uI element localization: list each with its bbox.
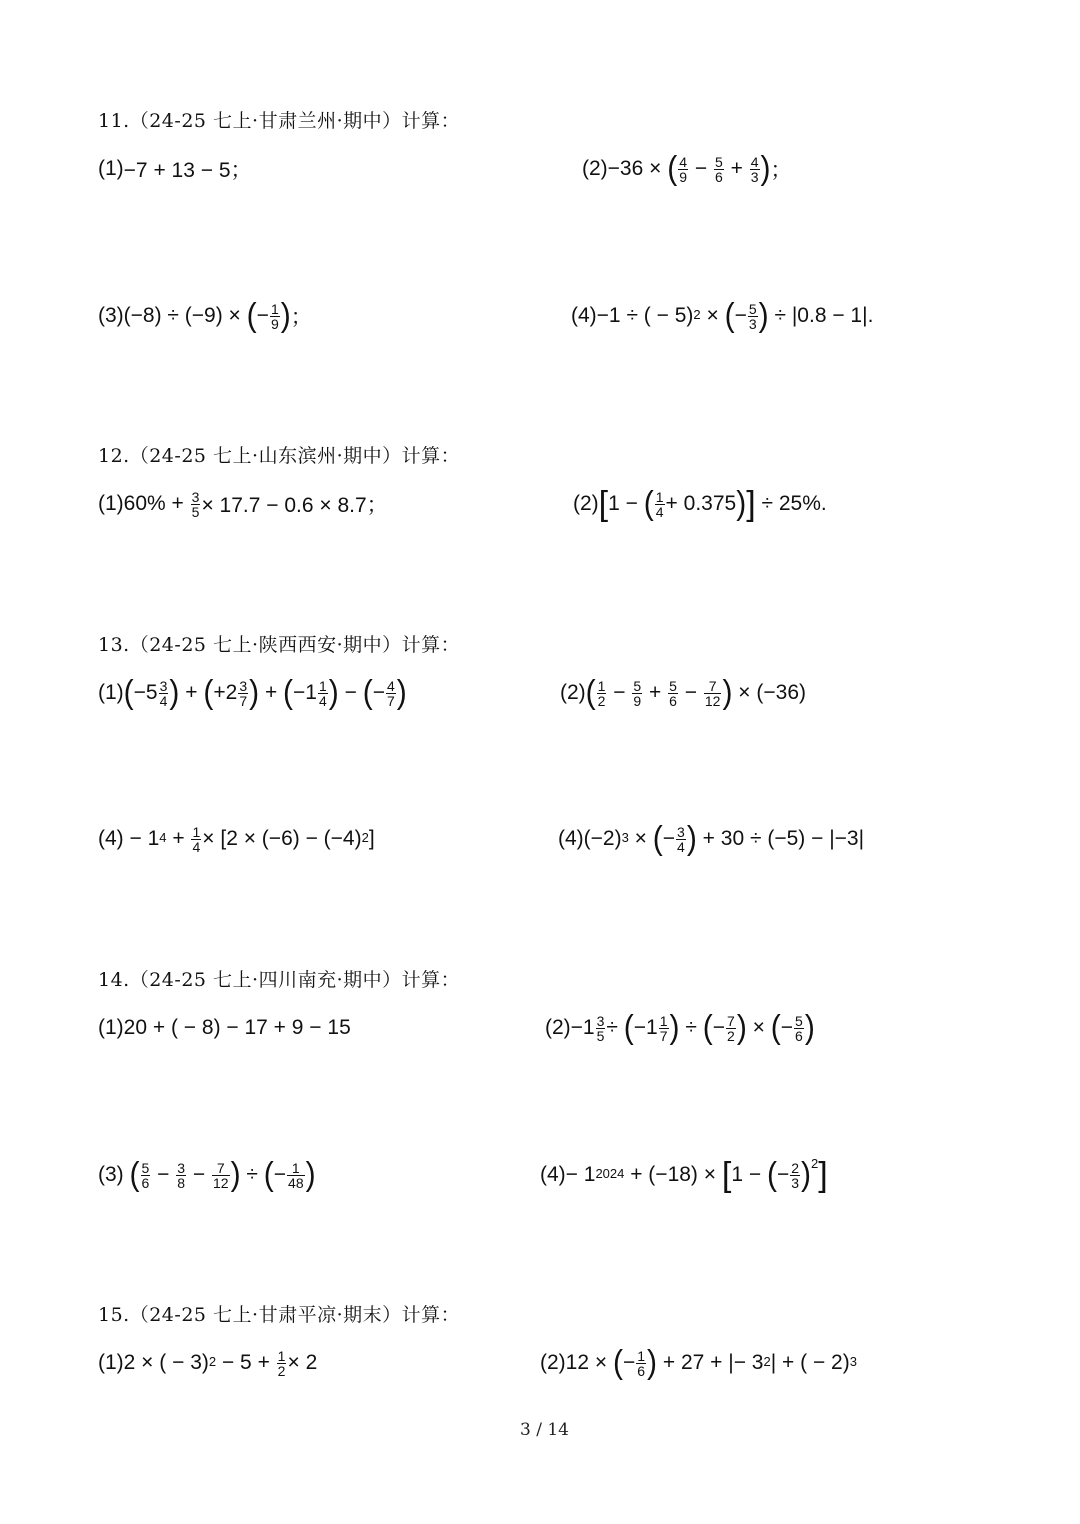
fraction: $\frac{5}{6}$ bbox=[714, 153, 723, 185]
q11-part-1 bbox=[98, 149, 252, 189]
operator: + bbox=[166, 827, 191, 850]
left-paren: ( bbox=[702, 1009, 713, 1046]
right-bracket: ] bbox=[746, 485, 756, 523]
left-bracket: [ bbox=[721, 1156, 732, 1194]
q12-part-1 bbox=[98, 484, 388, 524]
terminator: ； bbox=[770, 159, 792, 182]
expression-text: × [2 × (−6) − (−4) bbox=[202, 827, 362, 850]
mixed-number: −1 $\frac{3}{5}$ bbox=[570, 1012, 605, 1044]
left-paren: ( bbox=[123, 674, 134, 711]
part-label: (2) bbox=[573, 492, 599, 515]
exponent: 2 bbox=[811, 1155, 819, 1171]
left-paren: ( bbox=[652, 820, 663, 857]
right-paren: ) bbox=[669, 1009, 680, 1046]
part-label: (1) bbox=[98, 1351, 124, 1374]
q11-part-3 bbox=[98, 296, 312, 336]
part-label: (2) bbox=[560, 681, 586, 704]
operator: ÷ bbox=[606, 1016, 624, 1039]
right-paren: ) bbox=[305, 1156, 316, 1193]
fraction: $\frac{1}{4}$ bbox=[655, 488, 664, 520]
expression-text: + 27 + |− 3 bbox=[657, 1351, 764, 1374]
fraction: $\frac{1}{4}$ bbox=[192, 823, 201, 855]
right-paren: ) bbox=[760, 150, 771, 187]
fraction: $\frac{1}{2}$ bbox=[277, 1347, 286, 1379]
left-paren: ( bbox=[129, 1156, 140, 1193]
right-paren: ) bbox=[736, 485, 747, 522]
question-source: （24-25 七上·甘肃平凉·期末）计算： bbox=[129, 1304, 461, 1326]
expression-text: −36 × bbox=[607, 157, 668, 180]
left-paren: ( bbox=[246, 297, 257, 334]
right-paren: ) bbox=[647, 1344, 658, 1381]
mixed-number: +2 $\frac{3}{7}$ bbox=[213, 677, 248, 709]
left-paren: ( bbox=[724, 297, 735, 334]
left-paren: ( bbox=[263, 1156, 274, 1193]
part-label: (3) bbox=[98, 304, 124, 327]
part-label: (4) bbox=[571, 304, 597, 327]
left-paren: ( bbox=[612, 1344, 623, 1381]
operator: − bbox=[338, 681, 363, 704]
operator: − bbox=[689, 157, 713, 180]
right-paren: ) bbox=[396, 674, 407, 711]
terminator: ； bbox=[290, 306, 312, 329]
exponent: 4 bbox=[159, 829, 167, 845]
expression-text: − 1 bbox=[565, 1163, 596, 1186]
question-source: （24-25 七上·甘肃兰州·期中）计算： bbox=[129, 110, 461, 132]
expression-text: 2 × ( − 3) bbox=[123, 1351, 209, 1374]
fraction: $\frac{4}{3}$ bbox=[750, 153, 759, 185]
right-paren: ) bbox=[736, 1009, 747, 1046]
fraction: $\frac{5}{9}$ bbox=[633, 677, 642, 709]
fraction: $\frac{1}{2}$ bbox=[597, 677, 606, 709]
left-bracket: [ bbox=[598, 485, 609, 523]
expression-text: 12 × bbox=[565, 1351, 613, 1374]
exponent: 3 bbox=[849, 1353, 857, 1369]
fraction: $\frac{3}{4}$ bbox=[677, 823, 685, 855]
part-label: (4) bbox=[98, 827, 124, 850]
mixed-number: −1 $\frac{1}{7}$ bbox=[633, 1012, 668, 1044]
part-label: (2) bbox=[582, 157, 608, 180]
expression-text: × 17.7 − 0.6 × 8.7； bbox=[201, 494, 388, 517]
minus-sign: − bbox=[256, 304, 269, 327]
expression-text: (−8) ÷ (−9) × bbox=[123, 304, 247, 327]
operator: + bbox=[259, 681, 284, 704]
mixed-number: −5 $\frac{3}{4}$ bbox=[133, 677, 168, 709]
right-bracket: ] bbox=[818, 1156, 828, 1194]
fraction: $\frac{1}{6}$ bbox=[637, 1347, 646, 1379]
fraction: $\frac{3}{8}$ bbox=[177, 1159, 186, 1191]
part-label: (1) bbox=[98, 157, 124, 180]
part-label: (4) bbox=[558, 827, 584, 850]
part-label: (2) bbox=[540, 1351, 566, 1374]
left-paren: ( bbox=[766, 1156, 777, 1193]
operator: − bbox=[607, 681, 632, 704]
fraction: $\frac{4}{7}$ bbox=[387, 677, 395, 709]
q14-part-1 bbox=[98, 1008, 351, 1048]
fraction: $\frac{1}{9}$ bbox=[270, 300, 279, 332]
left-paren: ( bbox=[203, 674, 214, 711]
q14-part-2 bbox=[545, 1008, 815, 1048]
expression: 20 + ( − 8) − 17 + 9 − 15 bbox=[123, 1016, 351, 1039]
expression-text: | + ( − 2) bbox=[770, 1351, 850, 1374]
part-label: (1) bbox=[98, 681, 124, 704]
right-paren: ) bbox=[328, 674, 339, 711]
q14-part-4 bbox=[540, 1155, 828, 1195]
right-paren: ) bbox=[801, 1156, 811, 1193]
expression-text: + 30 ÷ (−5) − |−3| bbox=[696, 827, 865, 850]
question-15-heading bbox=[98, 1300, 460, 1327]
q15-part-2 bbox=[540, 1343, 857, 1383]
expression-text: 60% + bbox=[123, 492, 190, 515]
question-source: （24-25 七上·四川南充·期中）计算： bbox=[129, 969, 461, 991]
right-paren: ) bbox=[249, 674, 260, 711]
question-number: 15. bbox=[98, 1304, 130, 1326]
part-label: (1) bbox=[98, 492, 124, 515]
page-number: 3 / 14 bbox=[520, 1420, 569, 1440]
exponent: 2024 bbox=[595, 1165, 625, 1181]
operator: − bbox=[187, 1163, 211, 1186]
fraction: $\frac{3}{5}$ bbox=[191, 488, 200, 520]
part-label: (4) bbox=[540, 1163, 566, 1186]
expression-text: (−2) bbox=[583, 827, 622, 850]
operator: + bbox=[179, 681, 204, 704]
minus-sign: − bbox=[372, 681, 385, 704]
operator: × bbox=[700, 304, 725, 327]
exponent: 2 bbox=[763, 1353, 771, 1369]
operator: − bbox=[151, 1163, 176, 1186]
expression-text: ÷ 25%. bbox=[755, 492, 827, 515]
exponent: 3 bbox=[621, 829, 629, 845]
minus-sign: − bbox=[273, 1163, 287, 1186]
expression-text: × (−36) bbox=[732, 681, 806, 704]
expression-text: −1 ÷ ( − 5) bbox=[596, 304, 694, 327]
right-paren: ) bbox=[230, 1156, 241, 1193]
expression-text: × 2 bbox=[287, 1351, 318, 1374]
left-paren: ( bbox=[643, 485, 654, 522]
q14-part-3 bbox=[98, 1155, 316, 1195]
right-paren: ) bbox=[758, 297, 769, 334]
fraction: $\frac{5}{6}$ bbox=[141, 1159, 150, 1191]
left-paren: ( bbox=[770, 1009, 781, 1046]
right-paren: ) bbox=[722, 674, 733, 711]
expression-text: − 5 + bbox=[216, 1351, 276, 1374]
right-paren: ) bbox=[280, 297, 291, 334]
operator: × bbox=[628, 827, 653, 850]
q15-part-1 bbox=[98, 1343, 317, 1383]
exponent: 2 bbox=[693, 306, 701, 322]
left-paren: ( bbox=[623, 1009, 634, 1046]
minus-sign: − bbox=[734, 304, 747, 327]
question-13-heading bbox=[98, 630, 460, 657]
fraction: $\frac{5}{6}$ bbox=[795, 1012, 803, 1044]
question-12-heading bbox=[98, 441, 460, 468]
mixed-number: −1 $\frac{1}{4}$ bbox=[293, 677, 327, 709]
fraction: $\frac{5}{3}$ bbox=[748, 300, 757, 332]
question-number: 13. bbox=[98, 634, 130, 656]
operator: − bbox=[678, 681, 703, 704]
expression-text: ] bbox=[368, 827, 375, 850]
q11-part-2 bbox=[582, 149, 792, 189]
question-source: （24-25 七上·山东滨州·期中）计算： bbox=[129, 445, 461, 467]
right-paren: ) bbox=[804, 1009, 815, 1046]
operator: ÷ bbox=[240, 1163, 264, 1186]
exponent: 2 bbox=[361, 829, 369, 845]
exponent: 2 bbox=[208, 1353, 217, 1369]
left-paren: ( bbox=[585, 674, 596, 711]
fraction: $\frac{4}{9}$ bbox=[679, 153, 688, 185]
right-paren: ) bbox=[686, 820, 697, 857]
left-paren: ( bbox=[667, 150, 678, 187]
question-number: 11. bbox=[98, 110, 130, 132]
question-number: 12. bbox=[98, 445, 130, 467]
q11-part-4 bbox=[571, 296, 873, 336]
left-paren: ( bbox=[362, 674, 373, 711]
q12-part-2 bbox=[573, 484, 827, 524]
operator: + bbox=[724, 157, 749, 180]
q13-part-2 bbox=[560, 673, 806, 713]
expression-text: 1 − bbox=[608, 492, 644, 515]
part-label: (3) bbox=[98, 1163, 124, 1186]
left-paren: ( bbox=[283, 674, 294, 711]
part-label: (2) bbox=[545, 1016, 571, 1039]
question-number: 14. bbox=[98, 969, 130, 991]
minus-sign: − bbox=[662, 827, 676, 850]
part-label: (1) bbox=[98, 1016, 124, 1039]
minus-sign: − bbox=[776, 1163, 790, 1186]
expression-text: ÷ |0.8 − 1|. bbox=[768, 304, 874, 327]
operator: + bbox=[643, 681, 668, 704]
expression-text: + 0.375 bbox=[665, 492, 737, 515]
q13-part-3 bbox=[98, 819, 375, 859]
minus-sign: − bbox=[622, 1351, 636, 1374]
question-11-heading bbox=[98, 106, 460, 133]
fraction: $\frac{7}{2}$ bbox=[727, 1012, 735, 1044]
expression-text: 1 − bbox=[731, 1163, 767, 1186]
expression: −7 + 13 − 5； bbox=[123, 159, 252, 182]
question-14-heading bbox=[98, 965, 460, 992]
fraction: $\frac{7}{12}$ bbox=[704, 677, 721, 709]
expression-text: + (−18) × bbox=[624, 1163, 722, 1186]
question-source: （24-25 七上·陕西西安·期中）计算： bbox=[129, 634, 461, 656]
fraction: $\frac{7}{12}$ bbox=[212, 1159, 229, 1191]
q13-part-1 bbox=[98, 673, 407, 713]
expression-text: − 1 bbox=[123, 827, 160, 850]
q13-part-4 bbox=[558, 819, 864, 859]
fraction: $\frac{2}{3}$ bbox=[791, 1159, 799, 1191]
right-paren: ) bbox=[169, 674, 180, 711]
fraction: $\frac{5}{6}$ bbox=[669, 677, 677, 709]
minus-sign: − bbox=[780, 1016, 794, 1039]
fraction: $\frac{1}{48}$ bbox=[288, 1159, 304, 1191]
operator: ÷ bbox=[679, 1016, 703, 1039]
operator: × bbox=[746, 1016, 771, 1039]
minus-sign: − bbox=[712, 1016, 726, 1039]
